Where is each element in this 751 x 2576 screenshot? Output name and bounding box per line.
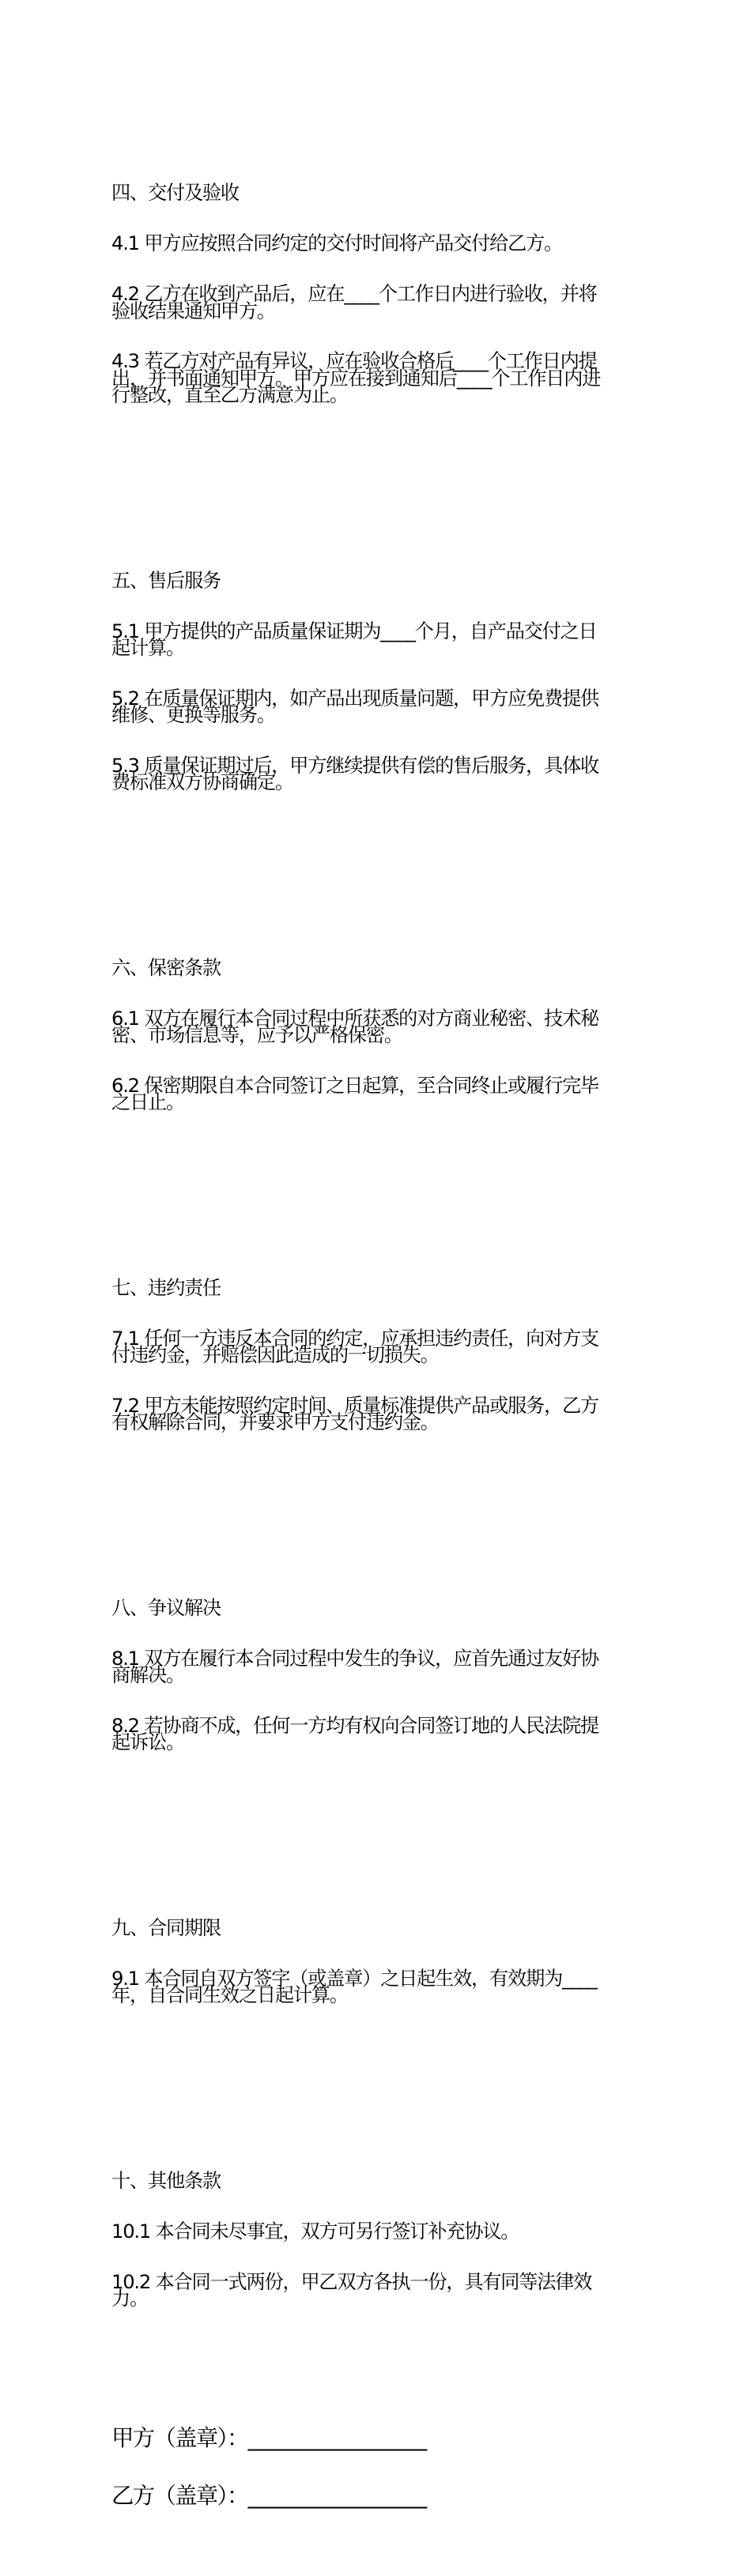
section-dispute: [111, 1566, 640, 1785]
clause-6-1: 6.1 双方在履行本合同过程中所获悉的对方商业秘密、技术秘 密、市场信息等，应予以严格保密。: [111, 1007, 599, 1047]
section-gap: [111, 1819, 640, 1836]
clause-5-1: 5.1 甲方提供的产品质量保证期为____个月，自产品交付之日 起计算。: [111, 620, 597, 659]
clause-7-1: 7.1 任何一方违反本合同的约定，应承担违约责任，向对方支 付违约金，并赔偿因此造成的一切损失。: [111, 1327, 599, 1367]
section-title: 八、争议解决: [111, 1596, 221, 1619]
clause-8-1: 8.1 双方在履行本合同过程中发生的争议，应首先通过友好协 商解决。: [111, 1647, 599, 1687]
clause-4-3: 4.3 若乙方对产品有异议，应在验收合格后____个工作日内提 出，并书面通知甲方。甲方应在接到通知后____个工作日内进 行整改，直至乙方满意为止。: [111, 350, 601, 407]
section-gap: [111, 1499, 640, 1516]
section-title: 七、违约责任: [111, 1276, 221, 1299]
section-liability: [111, 1246, 640, 1465]
clause-7-2: 7.2 甲方未能按照约定时间、质量标准提供产品或服务，乙方 有权解除合同，并要求甲方支付违约金。: [111, 1395, 599, 1434]
section-gap: [111, 1179, 640, 1196]
section-delivery: [111, 152, 640, 438]
clause-10-1: 10.1 本合同未尽事宜，双方可另行签订补充协议。: [111, 2220, 519, 2243]
section-after-sales: [111, 539, 640, 825]
clause-5-2: 5.2 在质量保证期内，如产品出现质量问题，甲方应免费提供 维修、更换等服务。: [111, 687, 599, 727]
clause-8-2: 8.2 若协商不成，任何一方均有权向合同签订地的人民法院提 起诉讼。: [111, 1715, 599, 1754]
party-a-signature-line: 甲方（盖章）：__________________: [111, 2425, 426, 2451]
section-gap: [111, 2072, 640, 2089]
section-title: 六、保密条款: [111, 956, 221, 979]
party-b-signature-line: 乙方（盖章）：__________________: [111, 2483, 426, 2510]
section-title: 九、合同期限: [111, 1917, 221, 1940]
clause-9-1: 9.1 本合同自双方签字（或盖章）之日起生效，有效期为____ 年，自合同生效之日起计算。: [111, 1967, 597, 2007]
section-other: [111, 2139, 640, 2341]
section-title: 十、其他条款: [111, 2169, 221, 2192]
section-gap: [111, 859, 640, 876]
section-gap: [111, 472, 640, 489]
section-term: [111, 1886, 640, 2038]
contract-page: [111, 101, 640, 2576]
clause-6-2: 6.2 保密期限自本合同签订之日起算，至合同终止或履行完毕 之日止。: [111, 1075, 599, 1114]
clause-10-2: 10.2 本合同一式两份，甲乙双方各执一份，具有同等法律效 力。: [111, 2270, 592, 2310]
clause-5-3: 5.3 质量保证期过后，甲方继续提供有偿的售后服务，具体收 费标准双方协商确定。: [111, 754, 599, 794]
section-title: 四、交付及验收: [111, 182, 239, 205]
clause-4-2: 4.2 乙方在收到产品后，应在____个工作日内进行验收，并将 验收结果通知甲方。: [111, 283, 597, 322]
signature-block: [111, 2393, 640, 2542]
clause-4-1: 4.1 甲方应按照合同约定的交付时间将产品交付给乙方。: [111, 232, 563, 255]
section-confidentiality: [111, 926, 640, 1145]
section-title: 五、售后服务: [111, 569, 221, 592]
